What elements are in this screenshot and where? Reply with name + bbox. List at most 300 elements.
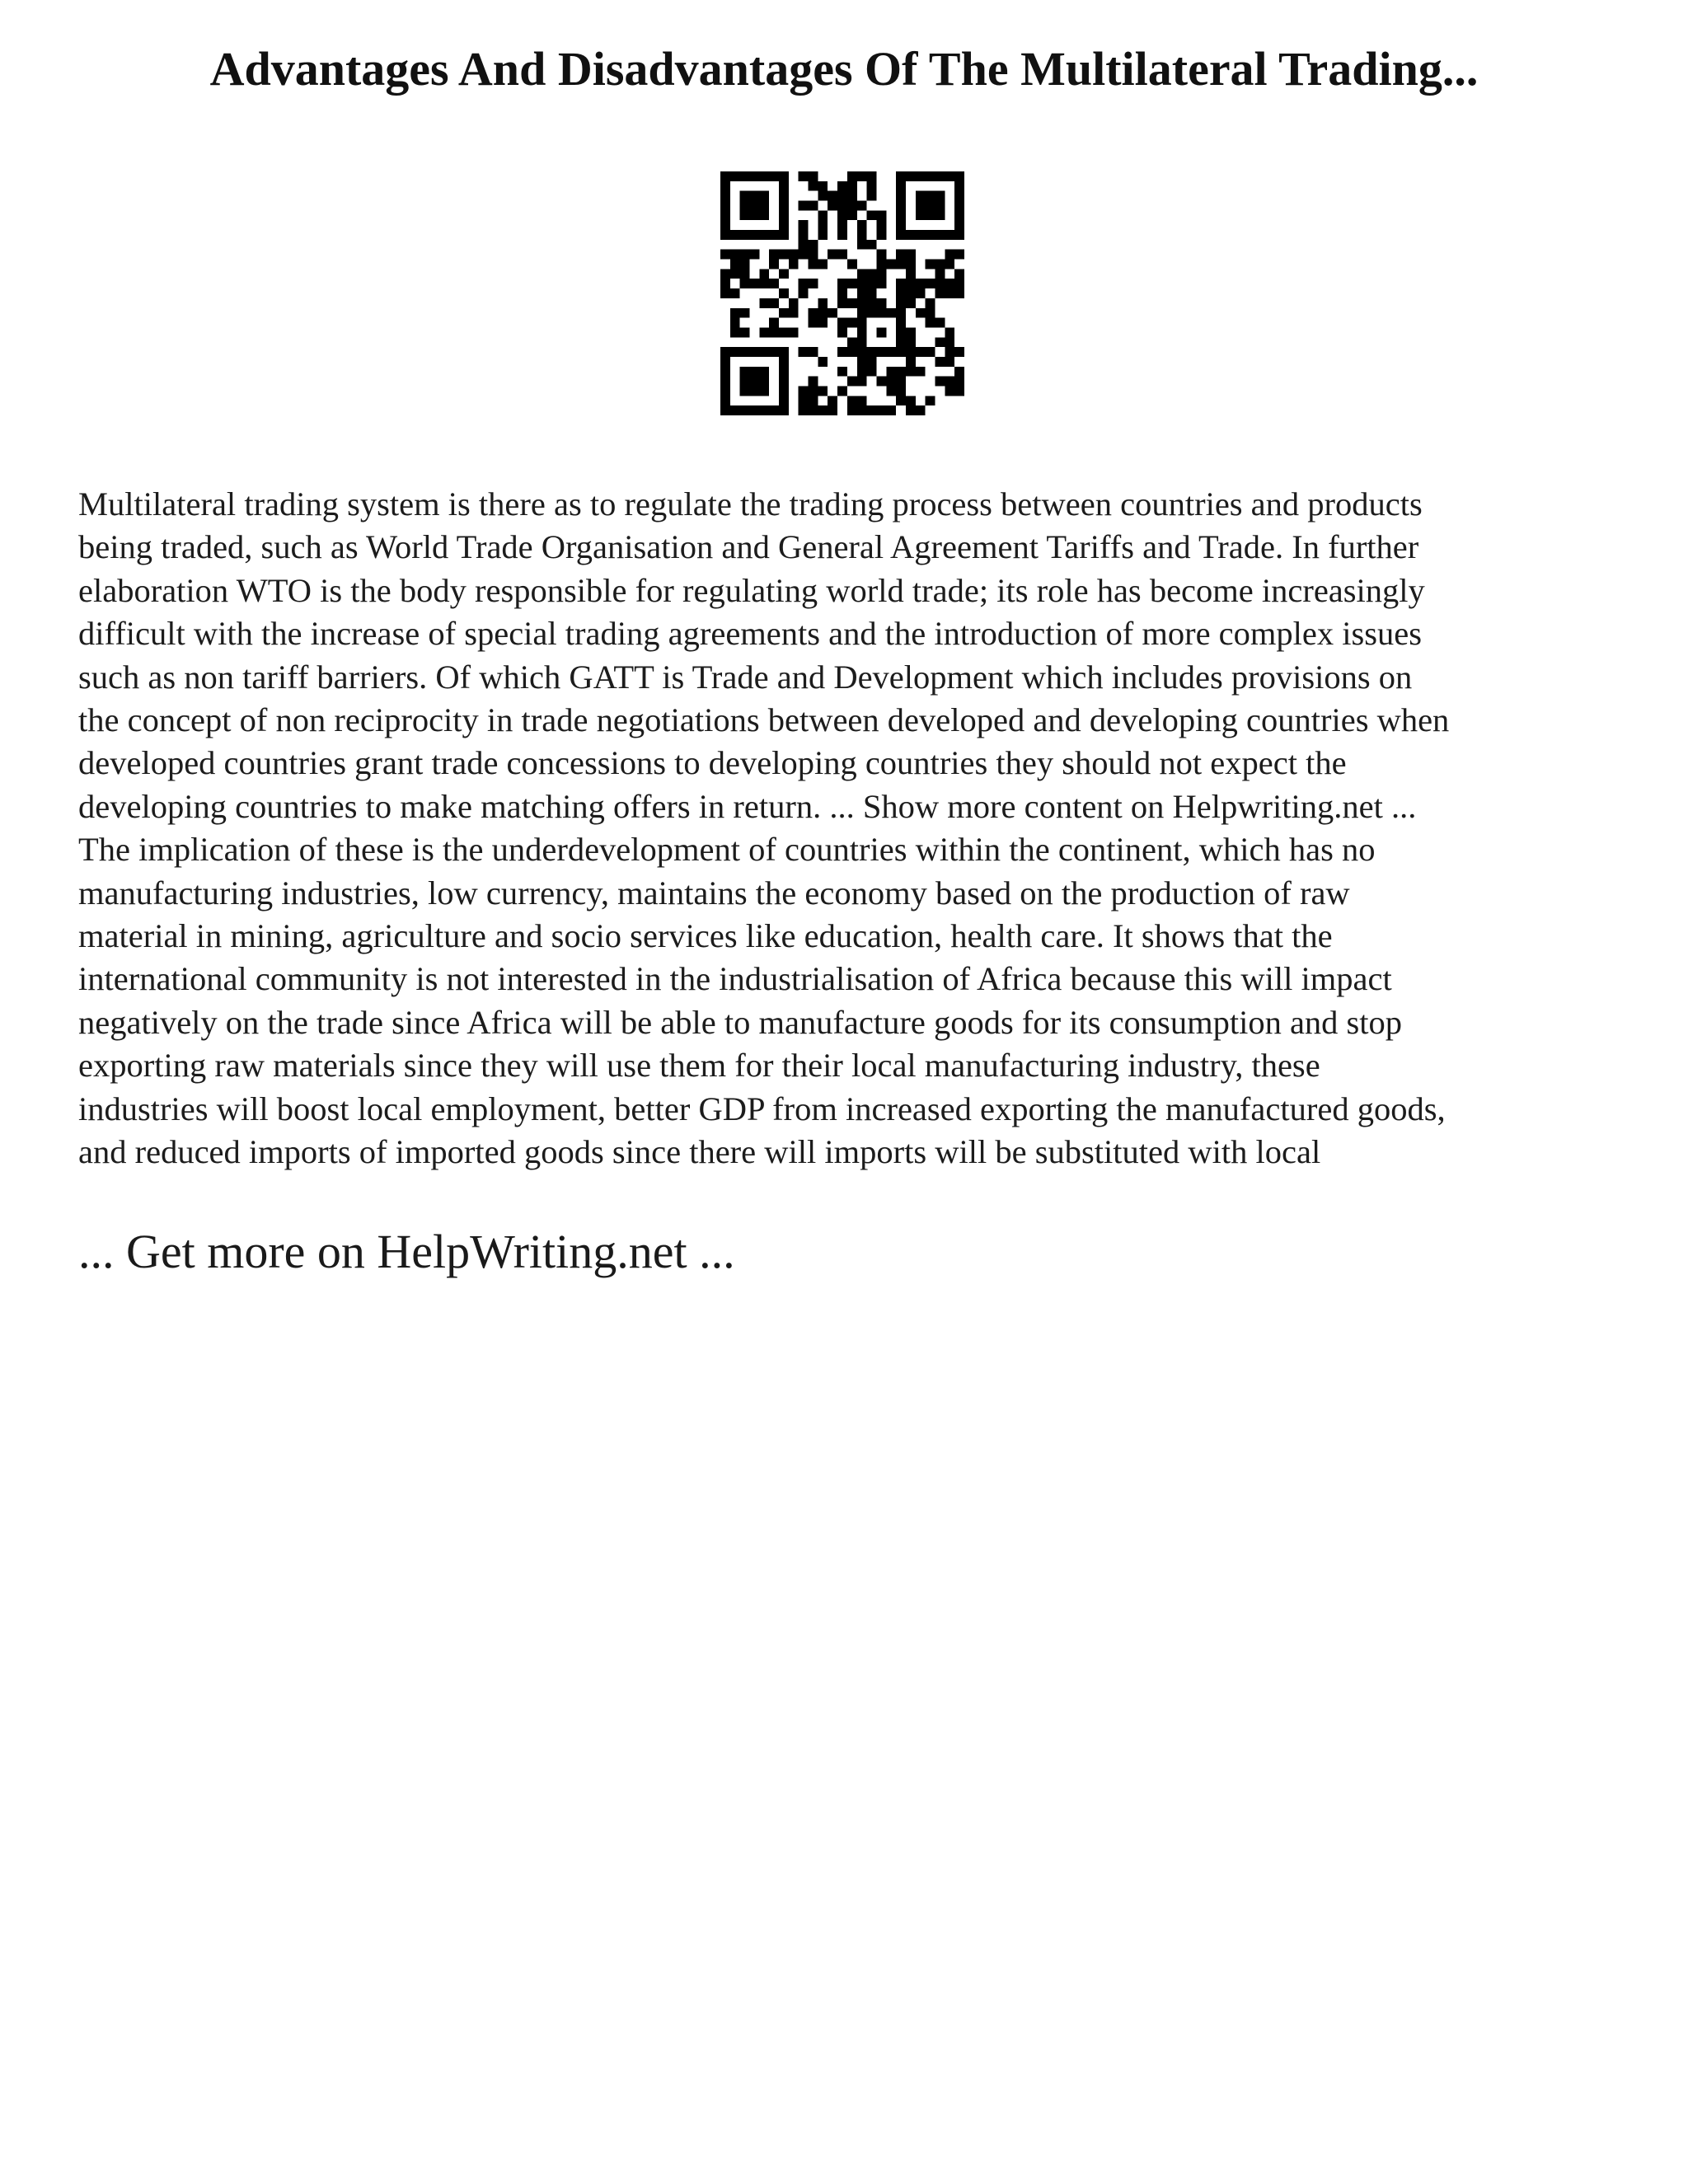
qr-module	[720, 210, 730, 220]
qr-module	[818, 386, 828, 396]
qr-module	[837, 318, 847, 328]
qr-module	[809, 318, 818, 328]
body-line: material in mining, agriculture and socio services like education, health care. It shows that the	[78, 917, 1333, 955]
qr-module	[769, 318, 779, 328]
qr-module	[896, 377, 906, 387]
qr-module	[896, 220, 906, 230]
qr-module	[886, 405, 896, 415]
qr-module	[740, 191, 750, 201]
qr-module	[759, 210, 769, 220]
qr-module	[847, 210, 857, 220]
qr-module	[769, 327, 779, 337]
qr-module	[847, 191, 857, 201]
qr-module	[926, 191, 935, 201]
qr-module	[818, 230, 828, 240]
qr-module	[847, 337, 857, 347]
qr-module	[906, 396, 916, 405]
qr-module	[837, 191, 847, 201]
qr-module	[876, 347, 886, 357]
qr-module	[809, 405, 818, 415]
qr-module	[945, 347, 954, 357]
qr-module	[769, 405, 779, 415]
qr-module	[857, 298, 867, 308]
qr-module	[809, 171, 818, 181]
qr-module	[720, 250, 730, 260]
qr-module	[945, 260, 954, 269]
qr-module	[867, 269, 877, 279]
qr-module	[779, 269, 789, 279]
qr-module	[935, 279, 945, 288]
qr-module	[809, 279, 818, 288]
qr-module	[750, 201, 760, 211]
qr-module	[730, 308, 740, 318]
qr-module	[867, 298, 877, 308]
qr-module	[799, 220, 809, 230]
qr-module	[876, 230, 886, 240]
qr-module	[799, 201, 809, 211]
qr-module	[954, 220, 964, 230]
qr-module	[857, 171, 867, 181]
qr-module	[730, 405, 740, 415]
qr-module	[857, 269, 867, 279]
qr-module	[876, 377, 886, 387]
qr-module	[750, 405, 760, 415]
qr-code-icon	[720, 171, 964, 415]
qr-module	[896, 288, 906, 298]
body-line: industries will boost local employment, better GDP from increased exporting the manufactured goods,	[78, 1090, 1446, 1127]
qr-module	[759, 269, 769, 279]
qr-module	[837, 288, 847, 298]
qr-module	[799, 396, 809, 405]
body-line: and reduced imports of imported goods since there will imports will be substituted with local	[78, 1133, 1321, 1171]
qr-module	[935, 288, 945, 298]
qr-module	[730, 318, 740, 328]
qr-module	[857, 230, 867, 240]
qr-module	[809, 308, 818, 318]
qr-module	[945, 357, 954, 367]
qr-module	[779, 367, 789, 377]
qr-module	[886, 386, 896, 396]
qr-module	[779, 210, 789, 220]
qr-module	[926, 171, 935, 181]
qr-module	[750, 377, 760, 387]
qr-module	[954, 171, 964, 181]
qr-module	[857, 308, 867, 318]
qr-module	[954, 210, 964, 220]
qr-module	[857, 327, 867, 337]
qr-module	[876, 298, 886, 308]
qr-module	[720, 181, 730, 191]
qr-module	[857, 240, 867, 250]
qr-module	[818, 357, 828, 367]
qr-module	[779, 347, 789, 357]
body-line: exporting raw materials since they will use them for their local manufacturing industry, these	[78, 1047, 1320, 1085]
qr-module	[779, 396, 789, 405]
qr-module	[954, 279, 964, 288]
qr-module	[720, 386, 730, 396]
qr-module	[837, 201, 847, 211]
qr-module	[847, 260, 857, 269]
qr-module	[935, 210, 945, 220]
qr-module	[759, 298, 769, 308]
qr-module	[740, 386, 750, 396]
qr-module	[730, 347, 740, 357]
qr-module	[847, 298, 857, 308]
qr-module	[740, 269, 750, 279]
qr-module	[906, 279, 916, 288]
qr-module	[906, 405, 916, 415]
qr-module	[857, 220, 867, 230]
qr-module	[750, 386, 760, 396]
qr-module	[799, 405, 809, 415]
qr-module	[896, 318, 906, 328]
get-more-link[interactable]: ... Get more on HelpWriting.net ...	[78, 1225, 735, 1278]
qr-module	[876, 327, 886, 337]
qr-module	[720, 377, 730, 387]
qr-module	[818, 260, 828, 269]
qr-module	[759, 367, 769, 377]
qr-module	[886, 308, 896, 318]
qr-module	[740, 347, 750, 357]
qr-module	[750, 191, 760, 201]
qr-module	[876, 269, 886, 279]
qr-module	[847, 318, 857, 328]
qr-module	[720, 396, 730, 405]
qr-module	[906, 367, 916, 377]
qr-module	[779, 181, 789, 191]
qr-module	[759, 347, 769, 357]
qr-module	[954, 386, 964, 396]
qr-module	[896, 279, 906, 288]
qr-module	[935, 191, 945, 201]
body-line: elaboration WTO is the body responsible for regulating world trade; its role has become increasingly	[78, 571, 1425, 609]
qr-module	[916, 347, 926, 357]
qr-module	[818, 308, 828, 318]
qr-module	[935, 269, 945, 279]
qr-module	[847, 201, 857, 211]
qr-module	[740, 367, 750, 377]
qr-module	[730, 327, 740, 337]
qr-module	[857, 347, 867, 357]
qr-module	[769, 230, 779, 240]
qr-module	[945, 377, 954, 387]
body-line: developing countries to make matching offers in return. ... Show more content on Helpwriting.net ...	[78, 787, 1417, 825]
qr-module	[779, 250, 789, 260]
qr-module	[740, 405, 750, 415]
body-line: Multilateral trading system is there as to regulate the trading process between countries and products	[78, 485, 1423, 523]
qr-module	[926, 396, 935, 405]
qr-module	[720, 201, 730, 211]
qr-module	[809, 181, 818, 191]
qr-module	[906, 269, 916, 279]
qr-module	[954, 288, 964, 298]
qr-module	[935, 230, 945, 240]
qr-module	[935, 260, 945, 269]
qr-module	[906, 298, 916, 308]
qr-module	[779, 191, 789, 201]
qr-module	[906, 327, 916, 337]
qr-module	[837, 220, 847, 230]
qr-module	[847, 405, 857, 415]
qr-module	[759, 230, 769, 240]
qr-module	[809, 260, 818, 269]
qr-module	[926, 318, 935, 328]
qr-module	[769, 250, 779, 260]
qr-module	[740, 250, 750, 260]
qr-module	[916, 367, 926, 377]
qr-module	[730, 230, 740, 240]
qr-module	[896, 260, 906, 269]
qr-module	[954, 201, 964, 211]
qr-module	[759, 377, 769, 387]
qr-module	[720, 367, 730, 377]
qr-module	[857, 201, 867, 211]
qr-module	[896, 230, 906, 240]
qr-module	[896, 210, 906, 220]
qr-module	[799, 240, 809, 250]
qr-module	[847, 377, 857, 387]
qr-module	[809, 240, 818, 250]
qr-module	[779, 357, 789, 367]
qr-module	[750, 250, 760, 260]
qr-module	[720, 288, 730, 298]
qr-module	[945, 386, 954, 396]
qr-module	[759, 386, 769, 396]
qr-module	[837, 298, 847, 308]
body-line: negatively on the trade since Africa will be able to manufacture goods for its consumption and stop	[78, 1003, 1403, 1041]
qr-module	[945, 171, 954, 181]
qr-module	[837, 210, 847, 220]
qr-module	[789, 327, 799, 337]
qr-module	[935, 337, 945, 347]
qr-module	[896, 386, 906, 396]
page-title: Advantages And Disadvantages Of The Multilateral Trading...	[209, 42, 1479, 96]
qr-module	[720, 279, 730, 288]
qr-module	[769, 171, 779, 181]
qr-module	[876, 279, 886, 288]
qr-module	[857, 337, 867, 347]
qr-module	[847, 181, 857, 191]
article-body	[78, 483, 1628, 1174]
qr-module	[837, 386, 847, 396]
qr-module	[876, 210, 886, 220]
qr-module	[740, 279, 750, 288]
qr-module	[857, 405, 867, 415]
qr-module	[769, 279, 779, 288]
qr-module	[847, 347, 857, 357]
qr-module	[779, 171, 789, 181]
qr-module	[954, 230, 964, 240]
qr-module	[896, 171, 906, 181]
qr-module	[779, 201, 789, 211]
qr-module	[750, 367, 760, 377]
qr-module	[837, 230, 847, 240]
qr-module	[779, 386, 789, 396]
qr-module	[857, 288, 867, 298]
qr-module	[916, 279, 926, 288]
body-line: being traded, such as World Trade Organisation and General Agreement Tariffs and Trade. In further	[78, 528, 1419, 566]
qr-module	[876, 405, 886, 415]
qr-module	[926, 201, 935, 211]
qr-module	[818, 210, 828, 220]
qr-module	[750, 210, 760, 220]
qr-module	[867, 181, 877, 191]
body-line: manufacturing industries, low currency, maintains the economy based on the production of raw	[78, 874, 1350, 912]
qr-module	[837, 367, 847, 377]
qr-module	[759, 171, 769, 181]
qr-module	[759, 279, 769, 288]
qr-module	[935, 201, 945, 211]
qr-module	[876, 250, 886, 260]
qr-module	[847, 396, 857, 405]
qr-module	[896, 327, 906, 337]
qr-module	[896, 337, 906, 347]
qr-module	[818, 191, 828, 201]
qr-module	[759, 327, 769, 337]
qr-module	[954, 181, 964, 191]
qr-module	[935, 357, 945, 367]
qr-module	[809, 201, 818, 211]
qr-module	[799, 230, 809, 240]
qr-module	[818, 220, 828, 230]
qr-module	[916, 191, 926, 201]
qr-module	[876, 308, 886, 318]
qr-module	[896, 347, 906, 357]
qr-module	[740, 230, 750, 240]
qr-module	[759, 201, 769, 211]
qr-module	[954, 250, 964, 260]
qr-module	[916, 288, 926, 298]
qr-module	[896, 191, 906, 201]
qr-module	[809, 377, 818, 387]
qr-module	[720, 405, 730, 415]
qr-module	[906, 357, 916, 367]
qr-module	[730, 260, 740, 269]
qr-module	[926, 279, 935, 288]
qr-module	[730, 288, 740, 298]
qr-module	[945, 230, 954, 240]
qr-module	[847, 171, 857, 181]
qr-module	[896, 250, 906, 260]
qr-module	[818, 298, 828, 308]
qr-module	[867, 240, 877, 250]
qr-module	[779, 308, 789, 318]
qr-module	[730, 250, 740, 260]
qr-module	[837, 181, 847, 191]
qr-module	[896, 308, 906, 318]
qr-module	[740, 327, 750, 337]
qr-module	[828, 405, 837, 415]
qr-module	[935, 171, 945, 181]
qr-module	[896, 201, 906, 211]
qr-module	[730, 269, 740, 279]
qr-module	[799, 288, 809, 298]
qr-module	[954, 367, 964, 377]
qr-module	[867, 308, 877, 318]
qr-module	[750, 230, 760, 240]
qr-module	[740, 308, 750, 318]
body-line: difficult with the increase of special trading agreements and the introduction of more complex issues	[78, 615, 1423, 653]
qr-module	[857, 396, 867, 405]
qr-module	[789, 250, 799, 260]
qr-module	[720, 191, 730, 201]
qr-module	[857, 318, 867, 328]
qr-module	[867, 367, 877, 377]
qr-module	[916, 308, 926, 318]
qr-module	[857, 367, 867, 377]
qr-module	[906, 250, 916, 260]
qr-module	[916, 405, 926, 415]
qr-module	[857, 377, 867, 387]
qr-module	[730, 171, 740, 181]
qr-module	[906, 171, 916, 181]
body-line: such as non tariff barriers. Of which GATT is Trade and Development which includes provisions on	[78, 658, 1413, 696]
qr-module	[896, 298, 906, 308]
qr-module	[740, 260, 750, 269]
qr-module	[847, 279, 857, 288]
qr-module	[720, 347, 730, 357]
qr-module	[886, 377, 896, 387]
qr-module	[886, 347, 896, 357]
qr-module	[867, 171, 877, 181]
qr-module	[779, 405, 789, 415]
qr-module	[916, 171, 926, 181]
qr-module	[720, 269, 730, 279]
qr-module	[867, 210, 877, 220]
qr-module	[750, 347, 760, 357]
qr-module	[926, 210, 935, 220]
qr-module	[809, 386, 818, 396]
qr-module	[769, 260, 779, 269]
qr-module	[828, 308, 837, 318]
qr-module	[876, 260, 886, 269]
qr-module	[926, 230, 935, 240]
qr-module	[926, 308, 935, 318]
qr-module	[759, 191, 769, 201]
qr-module	[837, 327, 847, 337]
qr-module	[828, 396, 837, 405]
qr-module	[906, 337, 916, 347]
qr-module	[906, 230, 916, 240]
qr-module	[828, 191, 837, 201]
qr-module	[916, 210, 926, 220]
qr-module	[740, 201, 750, 211]
qr-module	[954, 191, 964, 201]
qr-module	[789, 308, 799, 318]
qr-module	[926, 260, 935, 269]
qr-module	[740, 210, 750, 220]
qr-module	[837, 250, 847, 260]
qr-module	[759, 405, 769, 415]
qr-module	[818, 318, 828, 328]
qr-module	[954, 377, 964, 387]
qr-module	[945, 337, 954, 347]
qr-module	[935, 377, 945, 387]
qr-module	[720, 220, 730, 230]
qr-module	[906, 347, 916, 357]
qr-module	[828, 250, 837, 260]
qr-module	[867, 357, 877, 367]
qr-module	[945, 327, 954, 337]
qr-module	[809, 347, 818, 357]
qr-module	[720, 230, 730, 240]
qr-module	[867, 405, 877, 415]
qr-module	[916, 230, 926, 240]
qr-module	[818, 405, 828, 415]
qr-module	[906, 288, 916, 298]
qr-module	[876, 220, 886, 230]
qr-module	[954, 269, 964, 279]
